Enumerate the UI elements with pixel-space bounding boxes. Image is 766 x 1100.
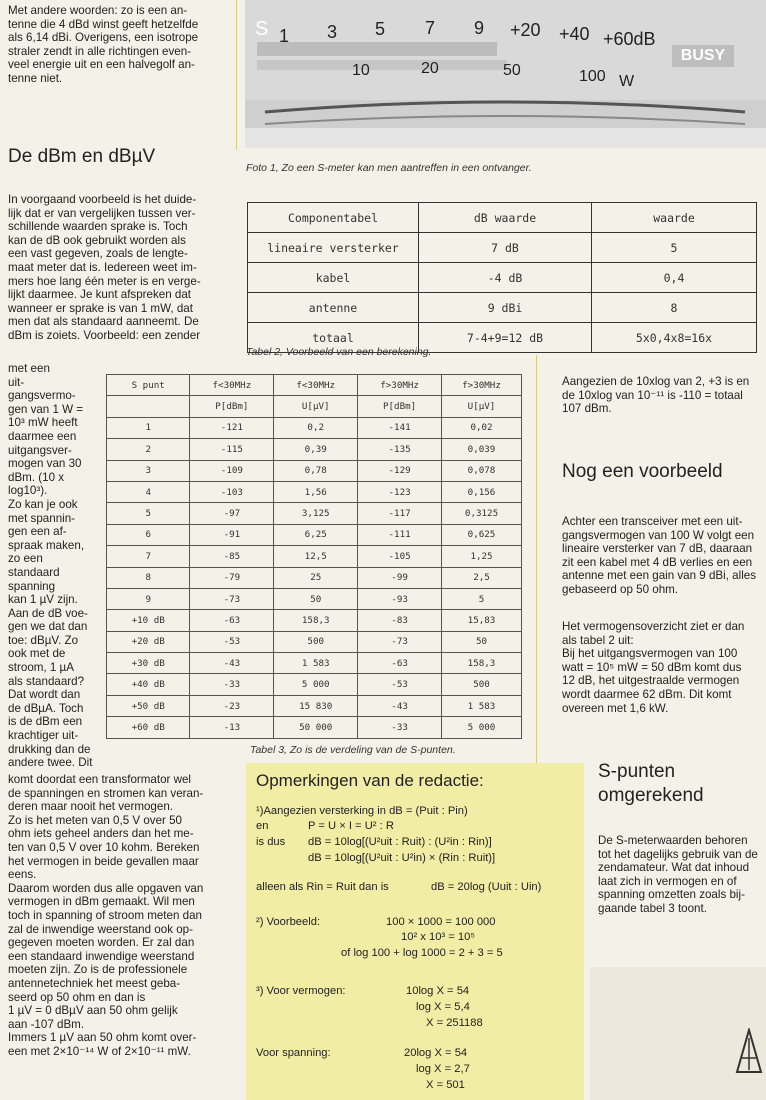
scale-label-watt: 100 [579, 68, 606, 85]
table-row [107, 503, 522, 524]
table-cell: 5 [107, 503, 190, 524]
table-row [248, 233, 757, 263]
table-cell: 5x0,4x8=16x [592, 323, 757, 353]
editorial-formula: dB = 10log[(U²uit : Ruit) : (U²in : Rin)] [308, 836, 492, 848]
table-cell: 1 [107, 417, 190, 438]
table-cell: 3 [107, 460, 190, 481]
table-cell: 6 [107, 524, 190, 545]
table-cell: +40 dB [107, 674, 190, 695]
table-row [107, 695, 522, 716]
table-cell: 0,39 [274, 439, 358, 460]
table-row [107, 481, 522, 502]
table-header-cell: f>30MHz [442, 375, 522, 396]
table-3-caption: Tabel 3, Zo is de verdeling van de S-punten. [250, 744, 456, 756]
editorial-formula: 10² x 10³ = 10⁵ [401, 931, 475, 943]
editorial-formula: dB = 20log (Uuit : Uin) [431, 881, 542, 893]
table-cell: +50 dB [107, 695, 190, 716]
table-cell: -93 [358, 588, 442, 609]
table-row [107, 610, 522, 631]
table-cell: -63 [358, 653, 442, 674]
table-cell: kabel [248, 263, 419, 293]
editorial-formula: 10log X = 54 [406, 985, 470, 997]
table-cell: 158,3 [442, 653, 522, 674]
body-paragraph: Het vermogensoverzicht ziet er dan als tabel 2 uit: Bij het uitgangsvermogen van 100 watt = 10⁵ mW = 50 dBm komt dus 12 dB, het uitgestraalde vermogen wordt daarmee 62 dBm. Dit komt overeen met 1,6 kW. [562, 620, 745, 715]
editorial-label: is dus [256, 836, 286, 848]
table-cell: -85 [190, 546, 274, 567]
section-heading-s-punten: S-punten omgerekend [598, 761, 704, 806]
table-cell: 7 dB [419, 233, 592, 263]
table-row [107, 417, 522, 438]
table-cell: 8 [592, 293, 757, 323]
table-cell: 5 000 [274, 674, 358, 695]
table-cell: 15 830 [274, 695, 358, 716]
table-cell: -129 [358, 460, 442, 481]
table-cell: 6,25 [274, 524, 358, 545]
editorial-title: Opmerkingen van de redactie: [256, 771, 484, 790]
table-row [107, 674, 522, 695]
table-cell: -33 [358, 717, 442, 738]
scale-label: +40 [559, 24, 590, 44]
table-cell: -103 [190, 481, 274, 502]
table-cell: lineaire versterker [248, 233, 419, 263]
table-row [107, 717, 522, 738]
table-cell: 5 [592, 233, 757, 263]
scale-label-watt: W [619, 73, 635, 90]
table-cell: 500 [442, 674, 522, 695]
table-cell: -99 [358, 567, 442, 588]
body-paragraph: Achter een transceiver met een uit- gangsvermogen van 100 W volgt een lineaire versterker van 7 dB, daaraan zit een kabel met 4 dB verlies en een antenne met een gain van 9 dBi, alles gebaseerd op 50 ohm. [562, 515, 757, 596]
editorial-formula: dB = 10log[(U²uit : U²in) × (Rin : Ruit)] [308, 852, 496, 864]
table-cell: 7 [107, 546, 190, 567]
table-header-cell: dB waarde [419, 203, 592, 233]
table-cell: 12,5 [274, 546, 358, 567]
intro-paragraph: Met andere woorden: zo is een an- tenne die 4 dBd winst geeft hetzelfde als 6,14 dBi. Overigens, een isotrope straler zendt in alle richtingen even- veel energie uit en een halvegolf an- tenne niet. [8, 4, 199, 85]
body-paragraph: In voorgaand voorbeeld is het duide- lijk dat er van vergelijken tussen ver- schillende waarden sprake is. Toch kan de dB ook gebruikt worden als een vast gegeven, zoals de lengte- maat meter dat is. Iedereen weet im- mers hoe lang één meter is en verge- lijkt daarmee. Je kunt afspreken dat wanneer er sprake is van 1 mW, dat men dat als standaard aanneemt. De dBm is zoiets. Voorbeeld: een zender [8, 193, 201, 342]
table-2 [247, 202, 757, 353]
table-cell: 0,4 [592, 263, 757, 293]
table-header-cell: waarde [592, 203, 757, 233]
editorial-notes-box [246, 763, 584, 1100]
table-cell: -23 [190, 695, 274, 716]
editorial-label: ²) Voorbeeld: [256, 916, 321, 928]
table-cell: -141 [358, 417, 442, 438]
editorial-label: Voor spanning: [256, 1047, 331, 1059]
s-meter-photo [245, 0, 766, 148]
table-cell: 0,625 [442, 524, 522, 545]
table-cell: -117 [358, 503, 442, 524]
table-header-row [107, 396, 522, 417]
table-cell: +30 dB [107, 653, 190, 674]
body-paragraph: De S-meterwaarden behoren tot het dagelijks gebruik van de zendamateur. Wat dat inhoud laat zich in vermogen en of spanning omzetten zoals bij- gaande tabel 3 toont. [598, 834, 758, 915]
table-cell: 1,56 [274, 481, 358, 502]
table-cell: 1,25 [442, 546, 522, 567]
busy-indicator: BUSY [672, 45, 734, 67]
table-cell: 15,83 [442, 610, 522, 631]
table-cell: -83 [358, 610, 442, 631]
scale-label: +60dB [603, 29, 656, 49]
photo-caption: Foto 1, Zo een S-meter kan men aantreffen in een ontvanger. [246, 162, 532, 174]
table-row [107, 567, 522, 588]
table-header-cell: P[dBm] [190, 396, 274, 417]
table-header-cell [107, 396, 190, 417]
table-row [107, 631, 522, 652]
table-cell: -79 [190, 567, 274, 588]
editorial-formula: X = 251188 [426, 1017, 483, 1029]
table-cell: -115 [190, 439, 274, 460]
table-cell: -97 [190, 503, 274, 524]
editorial-line: alleen als Rin = Ruit dan is [256, 881, 389, 893]
table-cell: 0,3125 [442, 503, 522, 524]
table-cell: 158,3 [274, 610, 358, 631]
body-paragraph: Aangezien de 10xlog van 2, +3 is en de 10xlog van 10⁻¹¹ is -110 = totaal 107 dBm. [562, 375, 750, 416]
table-cell: 2,5 [442, 567, 522, 588]
table-cell: +60 dB [107, 717, 190, 738]
table-cell: -135 [358, 439, 442, 460]
table-cell: -109 [190, 460, 274, 481]
table-header-row [107, 375, 522, 396]
table-row [107, 588, 522, 609]
table-cell: -4 dB [419, 263, 592, 293]
table-cell: 50 [442, 631, 522, 652]
table-cell: 50 000 [274, 717, 358, 738]
table-cell: -53 [190, 631, 274, 652]
section-heading-dbm: De dBm en dBµV [8, 146, 156, 167]
table-cell: 500 [274, 631, 358, 652]
table-cell: -73 [358, 631, 442, 652]
table-cell: -73 [190, 588, 274, 609]
section-heading-voorbeeld: Nog een voorbeeld [562, 461, 723, 482]
scale-label: 9 [474, 18, 485, 38]
table-2-caption: Tabel 2, Voorbeeld van een berekening. [246, 346, 432, 358]
table-row [107, 653, 522, 674]
table-header-row [248, 203, 757, 233]
table-cell: 0,2 [274, 417, 358, 438]
scale-label-watt: 10 [352, 62, 370, 79]
table-cell: 5 [442, 588, 522, 609]
editorial-line: ¹)Aangezien versterking in dB = (Puit : Pin) [256, 805, 468, 817]
scale-label: 5 [375, 19, 386, 39]
table-cell: 2 [107, 439, 190, 460]
table-header-cell: Componentabel [248, 203, 419, 233]
table-row [107, 524, 522, 545]
table-header-cell: S punt [107, 375, 190, 396]
table-cell: 1 583 [442, 695, 522, 716]
editorial-formula: log X = 2,7 [416, 1063, 470, 1075]
table-cell: 0,039 [442, 439, 522, 460]
table-cell: 0,02 [442, 417, 522, 438]
table-cell: -43 [358, 695, 442, 716]
table-cell: -123 [358, 481, 442, 502]
table-cell: -13 [190, 717, 274, 738]
editorial-formula: 20log X = 54 [404, 1047, 468, 1059]
table-header-cell: P[dBm] [358, 396, 442, 417]
scale-label: 7 [425, 18, 436, 38]
scale-label: 1 [279, 26, 290, 46]
body-paragraph-narrow: met een uit- gangsvermo- gen van 1 W = 10³ mW heeft daarmee een uitgangsver- mogen van 30 dBm. (10 x log10³). Zo kan je ook met spannin- gen een af- spraak maken, zo een standaard spanning kan 1 µV zijn. Aan de dB voe- gen we dat dan toe: dBµV. Zo ook met de stroom, 1 µA als standaard? Dat wordt dan de dBµA. Toch is de dBm een krachtiger uit- drukking dan de andere twee. Dit [8, 362, 93, 770]
table-cell: antenne [248, 293, 419, 323]
table-cell: -43 [190, 653, 274, 674]
table-cell: 8 [107, 567, 190, 588]
table-row [248, 263, 757, 293]
scale-label-watt: 50 [503, 62, 521, 79]
table-cell: -63 [190, 610, 274, 631]
table-cell: +20 dB [107, 631, 190, 652]
table-header-cell: U[µV] [442, 396, 522, 417]
table-row [107, 460, 522, 481]
table-cell: 0,78 [274, 460, 358, 481]
column-rule [536, 355, 537, 765]
table-row [248, 293, 757, 323]
body-paragraph: komt doordat een transformator wel de spanningen en stromen kan veran- deren maar nooit het vermogen. Zo is het meten van 0,5 V over 50 ohm iets geheel anders dan het me- ten van 0,5 V over 10 kohm. Bereken het vermogen in beide gevallen maar eens. Daarom worden dus alle opgaven van vermogen in dBm gemaakt. Wil men toch in spanning of stroom meten dan zal de inwendige weerstand ook op- gegeven moeten worden. Er zal dan een standaard inwendige weerstand moeten zijn. Zo is de professionele antennetechniek het meest geba- seerd op 50 ohm en dan is 1 µV = 0 dBµV aan 50 ohm gelijk aan -107 dBm. Immers 1 µV aan 50 ohm komt over- een met 2×10⁻¹⁴ W of 2×10⁻¹¹ mW. [8, 773, 204, 1058]
editorial-formula: P = U × I = U² : R [308, 820, 394, 832]
table-cell: 50 [274, 588, 358, 609]
scale-label-s: S [255, 18, 269, 40]
table-row [107, 439, 522, 460]
table-header-cell: f<30MHz [190, 375, 274, 396]
table-cell: 5 000 [442, 717, 522, 738]
logo-emblem-icon [735, 1028, 763, 1074]
table-cell: 1 583 [274, 653, 358, 674]
editorial-formula: log X = 5,4 [416, 1001, 470, 1013]
editorial-formula: 100 × 1000 = 100 000 [386, 916, 496, 928]
table-3 [106, 374, 522, 739]
table-header-cell: U[µV] [274, 396, 358, 417]
editorial-formula: X = 501 [426, 1079, 465, 1091]
scale-label-watt: 20 [421, 60, 439, 77]
table-cell: -91 [190, 524, 274, 545]
table-cell: 4 [107, 481, 190, 502]
table-cell: 0,078 [442, 460, 522, 481]
table-row [107, 546, 522, 567]
table-cell: 0,156 [442, 481, 522, 502]
table-cell: -53 [358, 674, 442, 695]
table-cell: 3,125 [274, 503, 358, 524]
table-cell: totaal [248, 323, 419, 353]
scale-label: 3 [327, 22, 338, 42]
scale-label: +20 [510, 20, 541, 40]
table-cell: 25 [274, 567, 358, 588]
table-cell: +10 dB [107, 610, 190, 631]
table-cell: -111 [358, 524, 442, 545]
table-cell: 9 [107, 588, 190, 609]
column-rule [236, 0, 237, 150]
table-cell: -33 [190, 674, 274, 695]
table-cell: -121 [190, 417, 274, 438]
table-cell: 7-4+9=12 dB [419, 323, 592, 353]
table-cell: -105 [358, 546, 442, 567]
table-cell: 9 dBi [419, 293, 592, 323]
editorial-label: en [256, 820, 269, 832]
table-header-cell: f<30MHz [274, 375, 358, 396]
table-header-cell: f>30MHz [358, 375, 442, 396]
editorial-formula: of log 100 + log 1000 = 2 + 3 = 5 [341, 947, 503, 959]
editorial-label: ³) Voor vermogen: [256, 985, 346, 997]
